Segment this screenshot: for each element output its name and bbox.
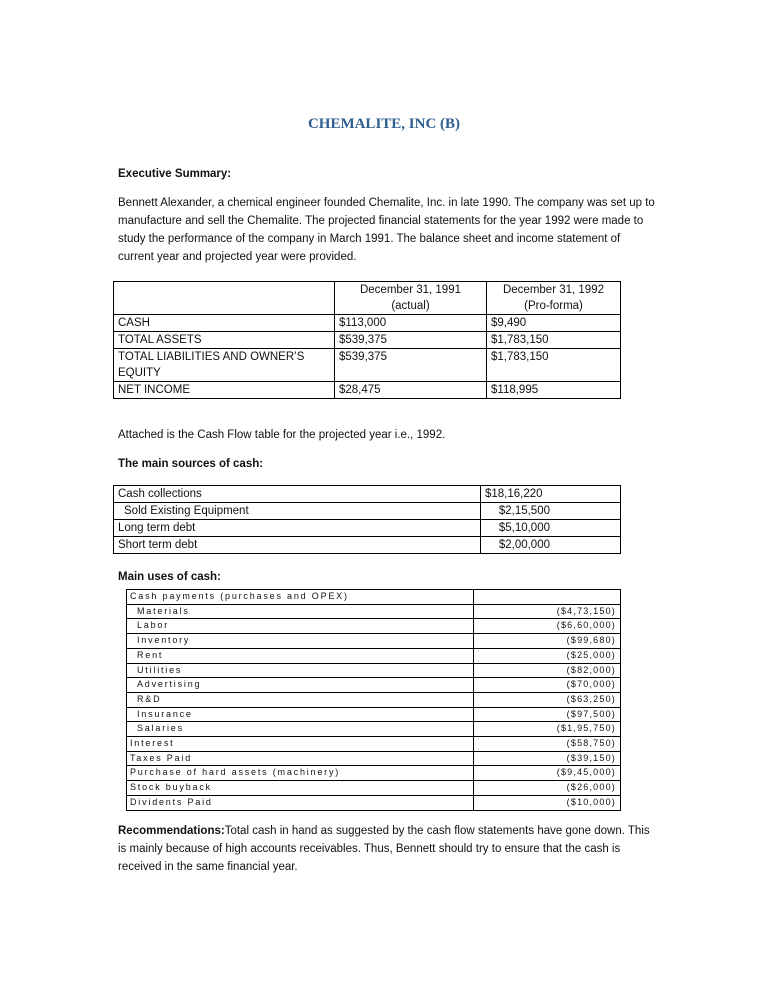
row-value-1992: $1,783,150 <box>487 349 621 382</box>
source-label: Short term debt <box>114 537 481 554</box>
row-value-1991: $113,000 <box>335 315 487 332</box>
uses-label: Insurance <box>127 707 474 722</box>
table-row <box>114 503 621 520</box>
row-value-1992: $9,490 <box>487 315 621 332</box>
uses-value: ($97,500) <box>474 707 621 722</box>
recommendations-label: Recommendations: <box>118 825 225 837</box>
source-label: Cash collections <box>114 486 481 503</box>
col2-header: December 31, 1992 <box>502 284 604 296</box>
row-label: TOTAL LIABILITIES AND OWNER’S EQUITY <box>114 349 335 382</box>
source-value: $5,10,000 <box>481 520 621 537</box>
table-row <box>114 332 621 349</box>
source-value: $18,16,220 <box>481 486 621 503</box>
uses-label: Utilities <box>127 663 474 678</box>
uses-label: Advertising <box>127 678 474 693</box>
uses-table <box>126 589 621 811</box>
source-value: $2,15,500 <box>481 503 621 520</box>
table-row <box>114 382 621 399</box>
uses-label: Labor <box>127 619 474 634</box>
uses-label: Rent <box>127 648 474 663</box>
uses-label: Purchase of hard assets (machinery) <box>127 766 474 781</box>
cash-flow-note: Attached is the Cash Flow table for the projected year i.e., 1992. <box>118 429 446 441</box>
uses-heading: Main uses of cash: <box>118 571 221 583</box>
sources-table <box>113 485 621 554</box>
uses-value: ($9,45,000) <box>474 766 621 781</box>
table-row <box>127 722 621 737</box>
document-title: CHEMALITE, INC (B) <box>307 116 461 132</box>
col1-header: December 31, 1991 <box>359 284 461 296</box>
uses-label: Inventory <box>127 634 474 649</box>
uses-value: ($70,000) <box>474 678 621 693</box>
uses-value <box>474 590 621 605</box>
uses-value: ($99,680) <box>474 634 621 649</box>
row-value-1991: $28,475 <box>335 382 487 399</box>
table-row <box>114 486 621 503</box>
table-row <box>127 737 621 752</box>
uses-value: ($58,750) <box>474 737 621 752</box>
table-row <box>127 781 621 796</box>
table-row <box>114 520 621 537</box>
sources-heading: The main sources of cash: <box>118 458 264 470</box>
uses-value: ($63,250) <box>474 692 621 707</box>
uses-value: ($26,000) <box>474 781 621 796</box>
balance-sheet-table <box>113 281 621 399</box>
uses-label: Taxes Paid <box>127 751 474 766</box>
table-row <box>127 766 621 781</box>
source-value: $2,00,000 <box>481 537 621 554</box>
table-row <box>114 537 621 554</box>
table-row <box>127 678 621 693</box>
uses-value: ($82,000) <box>474 663 621 678</box>
table-row <box>114 349 621 382</box>
row-label: NET INCOME <box>114 382 335 399</box>
source-label: Long term debt <box>114 520 481 537</box>
row-value-1992: $118,995 <box>487 382 621 399</box>
uses-label: Stock buyback <box>127 781 474 796</box>
uses-label: R&D <box>127 692 474 707</box>
row-value-1991: $539,375 <box>335 349 487 382</box>
uses-label: Interest <box>127 737 474 752</box>
uses-value: ($4,73,150) <box>474 604 621 619</box>
col2-sub: (Pro-forma) <box>524 300 583 312</box>
table-row <box>127 604 621 619</box>
executive-summary-heading: Executive Summary: <box>118 168 232 180</box>
row-value-1991: $539,375 <box>335 332 487 349</box>
uses-value: ($1,95,750) <box>474 722 621 737</box>
table-header-cell <box>487 282 621 315</box>
table-row <box>127 692 621 707</box>
uses-value: ($39,150) <box>474 751 621 766</box>
table-row <box>127 795 621 810</box>
table-row <box>127 648 621 663</box>
uses-value: ($10,000) <box>474 795 621 810</box>
table-row <box>127 619 621 634</box>
uses-label: Salaries <box>127 722 474 737</box>
uses-label: Dividents Paid <box>127 795 474 810</box>
col1-sub: (actual) <box>391 300 430 312</box>
uses-label: Materials <box>127 604 474 619</box>
table-row <box>114 315 621 332</box>
uses-header-label: Cash payments (purchases and OPEX) <box>127 590 474 605</box>
row-value-1992: $1,783,150 <box>487 332 621 349</box>
executive-summary-text: Bennett Alexander, a chemical engineer founded Chemalite, Inc. in late 1990. The company was set up to manufacture and sell the Chemalite. The projected financial statements for the year 1992 were made to study the performance of the company in March 1991. The balance sheet and income statement of current year and projected year were provided. <box>118 197 655 263</box>
row-label: TOTAL ASSETS <box>114 332 335 349</box>
table-row <box>127 751 621 766</box>
uses-value: ($25,000) <box>474 648 621 663</box>
table-cell <box>114 282 335 315</box>
row-label: CASH <box>114 315 335 332</box>
table-header-cell <box>335 282 487 315</box>
table-row <box>127 707 621 722</box>
table-row <box>114 282 621 315</box>
table-row <box>127 590 621 605</box>
recommendations-text: Total cash in hand as suggested by the cash flow statements have gone down. This is mainly because of high accounts receivables. Thus, Bennett should try to ensure that the cash is received in the same financial year. <box>118 825 650 873</box>
table-row <box>127 663 621 678</box>
source-label: Sold Existing Equipment <box>114 503 481 520</box>
table-row <box>127 634 621 649</box>
recommendations-paragraph <box>118 822 658 876</box>
uses-value: ($6,60,000) <box>474 619 621 634</box>
